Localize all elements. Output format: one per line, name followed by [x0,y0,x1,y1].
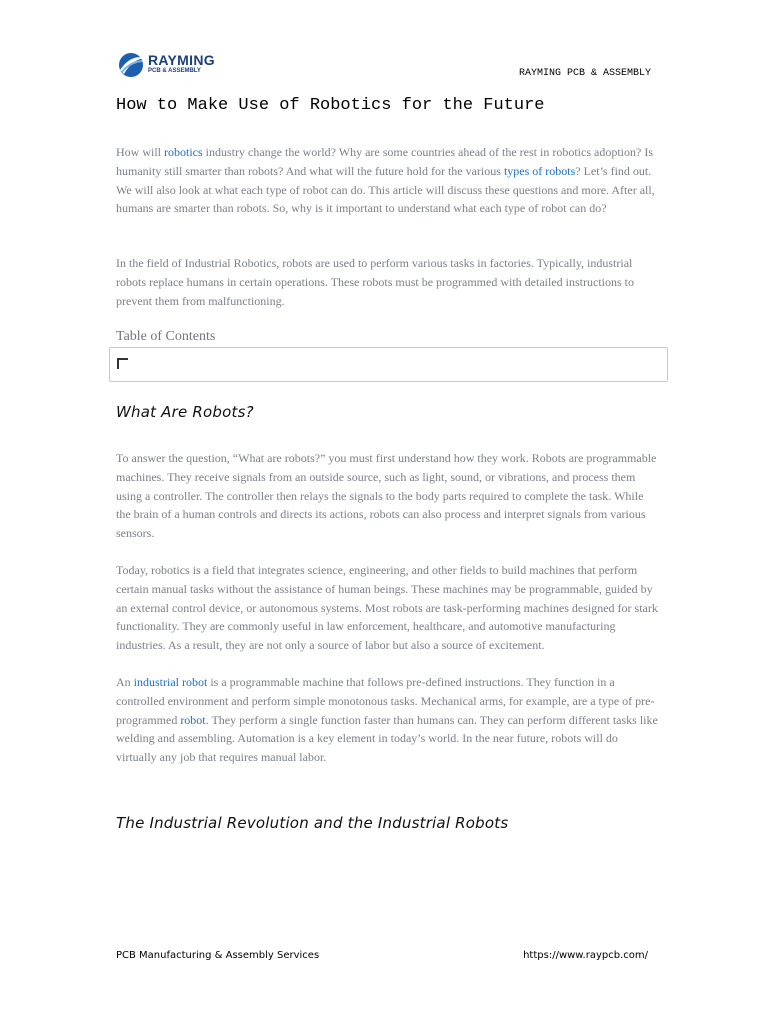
section1-paragraph-3: An industrial robot is a programmable machine that follows pre-defined instructions. They function in a controlled environment and perform simple monotonous tasks. Mechanical arms, for example, are a type of pre-programmed robot. They perform a single function faster than humans can. They can perform different tasks like welding and assembling. Automation is a key element in today’s world. In the near future, robots will do virtually any job that requires manual labor. [116,675,658,765]
toc-title: Table of Contents [116,329,216,344]
intro-paragraph-1: How will robotics industry change the world? Why are some countries ahead of the rest in robotics adoption? Is humanity still smarter than robots? And what will the future hold for the various types of robots? Let’s find out. We will also look at what each type of robot can do. This article will discuss these questions and more. After all, humans are smarter than robots. So, why is it important to understand what each type of robot can do? [116,145,655,216]
intro-paragraph-2: In the field of Industrial Robotics, robots are used to perform various tasks in factories. Typically, industrial robots replace humans in certain operations. These robots must be programmed with detailed instructions to prevent them from malfunctioning. [116,256,634,308]
section1-paragraph-1: To answer the question, “What are robots?” you must first understand how they work. Robots are programmable machines. They receive signals from an outside source, such as light, sound, or vibrations, and process them using a controller. The controller then relays the signals to the body parts required to complete the task. While the brain of a human controls and directs its actions, robots can also process and interpret signals from various sensors. [116,451,657,541]
company-logo [116,50,226,82]
toc-toggle-icon[interactable] [117,358,128,369]
logo-emblem-icon [116,50,146,80]
section-heading-what-are-robots: What Are Robots? [116,403,254,421]
section-heading-industrial-revolution: The Industrial Revolution and the Industrial Robots [116,814,509,832]
robot-link[interactable]: robot [180,712,206,727]
footer-url[interactable]: https://www.raypcb.com/ [523,950,648,961]
footer-services-text: PCB Manufacturing & Assembly Services [116,950,320,961]
toc-box [109,347,668,382]
page-title: How to Make Use of Robotics for the Future [116,96,545,115]
header-company-name: RAYMING PCB & ASSEMBLY [518,68,651,79]
robotics-link[interactable]: robotics [164,145,203,159]
types-of-robots-link[interactable]: types of robots [503,163,576,178]
section1-paragraph-2: Today, robotics is a field that integrates science, engineering, and other fields to build machines that perform certain manual tasks without the assistance of human beings. These machines may be programmable, guided by an external control device, or autonomous systems. Most robots are task-performing machines designed for stark functionality. They are commonly useful in law enforcement, healthcare, and automotive manufacturing industries. As a result, they are not only a source of labor but also a source of excitement. [116,563,658,653]
logo-text: RAYMING [148,52,215,68]
logo-subtext: PCB & ASSEMBLY [148,68,201,74]
industrial-robot-link[interactable]: industrial robot [133,675,208,689]
